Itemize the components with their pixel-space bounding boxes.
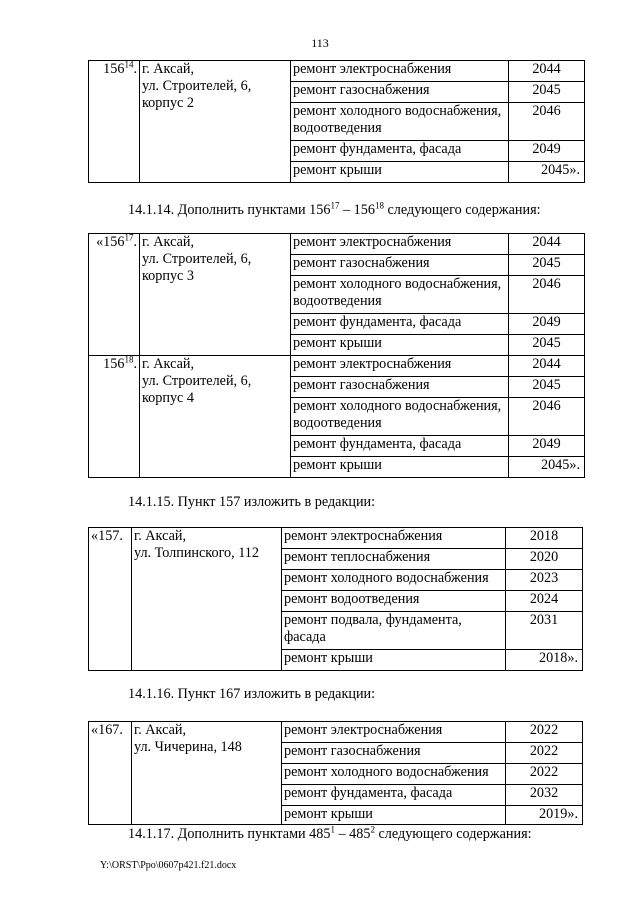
work-cell: ремонт электроснабжения	[282, 722, 506, 743]
work-cell: ремонт электроснабжения	[291, 356, 509, 377]
paragraph-14-1-14: 14.1.14. Дополнить пунктами $156^{17} - 156^{18}$ следующего содержания:	[128, 200, 541, 218]
address-cell: г. Аксай, ул. Чичерина, 148	[132, 722, 282, 825]
work-cell: ремонт электроснабжения	[291, 234, 509, 255]
work-cell: ремонт холодного водоснабжения, водоотведения	[291, 103, 509, 141]
year-cell: 2022	[506, 743, 583, 764]
work-cell: ремонт холодного водоснабжения	[282, 570, 506, 591]
address-cell: г. Аксай, ул. Строителей, 6, корпус 2	[140, 61, 291, 183]
year-cell: 2046	[509, 103, 585, 141]
paragraph-14-1-15: 14.1.15. Пункт 157 изложить в редакции:	[128, 494, 376, 510]
work-cell: ремонт газоснабжения	[282, 743, 506, 764]
year-cell: 2045	[509, 377, 585, 398]
year-cell: 2045	[509, 335, 585, 356]
work-cell: ремонт фундамента, фасада	[291, 141, 509, 162]
year-cell: 2049	[509, 141, 585, 162]
year-cell: 2045	[509, 82, 585, 103]
year-cell: 2044	[509, 356, 585, 377]
table-156-17-18	[88, 233, 585, 478]
year-cell: 2020	[506, 549, 583, 570]
address-cell: г. Аксай, ул. Строителей, 6, корпус 3	[140, 234, 291, 356]
table-row	[89, 234, 585, 255]
work-cell: ремонт подвала, фундамента, фасада	[282, 612, 506, 650]
work-cell: ремонт крыши	[282, 650, 506, 671]
work-cell: ремонт водоотведения	[282, 591, 506, 612]
work-cell: ремонт газоснабжения	[291, 377, 509, 398]
paragraph-14-1-17: 14.1.17. Дополнить пунктами $485^1 - 485^2$ следующего содержания:	[128, 824, 532, 842]
work-cell: ремонт крыши	[291, 335, 509, 356]
table-row	[89, 61, 585, 82]
address-cell: г. Аксай, ул. Строителей, 6, корпус 4	[140, 356, 291, 478]
year-cell: 2032	[506, 785, 583, 806]
item-number: $156^{14}$.	[89, 61, 140, 183]
work-cell: ремонт электроснабжения	[282, 528, 506, 549]
year-cell: 2018	[506, 528, 583, 549]
work-cell: ремонт холодного водоснабжения, водоотведения	[291, 276, 509, 314]
file-path-footer: Y:\ORST\Ppo\0607p421.f21.docx	[100, 860, 237, 871]
year-cell: 2019».	[506, 806, 583, 825]
year-cell: 2031	[506, 612, 583, 650]
year-cell: 2022	[506, 722, 583, 743]
year-cell: 2044	[509, 61, 585, 82]
year-cell: 2045	[509, 255, 585, 276]
page-number: 113	[311, 36, 329, 50]
year-cell: 2046	[509, 276, 585, 314]
item-number: «$156^{17}$.	[89, 234, 140, 356]
table-157	[88, 527, 583, 671]
year-cell: 2045».	[509, 457, 585, 478]
year-cell: 2022	[506, 764, 583, 785]
year-cell: 2046	[509, 398, 585, 436]
table-167	[88, 721, 583, 825]
item-number: $156^{18}$.	[89, 356, 140, 478]
year-cell: 2024	[506, 591, 583, 612]
paragraph-14-1-16: 14.1.16. Пункт 167 изложить в редакции:	[128, 686, 376, 702]
year-cell: 2049	[509, 314, 585, 335]
year-cell: 2045».	[509, 162, 585, 183]
work-cell: ремонт теплоснабжения	[282, 549, 506, 570]
table-row	[89, 528, 583, 549]
year-cell: 2023	[506, 570, 583, 591]
table-row	[89, 356, 585, 377]
year-cell: 2044	[509, 234, 585, 255]
table-row	[89, 722, 583, 743]
work-cell: ремонт фундамента, фасада	[291, 314, 509, 335]
work-cell: ремонт газоснабжения	[291, 255, 509, 276]
year-cell: 2018».	[506, 650, 583, 671]
work-cell: ремонт газоснабжения	[291, 82, 509, 103]
table-156-14	[88, 60, 585, 183]
work-cell: ремонт фундамента, фасада	[291, 436, 509, 457]
item-number: «157.	[89, 528, 132, 671]
year-cell: 2049	[509, 436, 585, 457]
work-cell: ремонт холодного водоснабжения, водоотведения	[291, 398, 509, 436]
work-cell: ремонт холодного водоснабжения	[282, 764, 506, 785]
work-cell: ремонт крыши	[291, 162, 509, 183]
address-cell: г. Аксай, ул. Толпинского, 112	[132, 528, 282, 671]
work-cell: ремонт электроснабжения	[291, 61, 509, 82]
work-cell: ремонт крыши	[282, 806, 506, 825]
item-number: «167.	[89, 722, 132, 825]
work-cell: ремонт крыши	[291, 457, 509, 478]
work-cell: ремонт фундамента, фасада	[282, 785, 506, 806]
